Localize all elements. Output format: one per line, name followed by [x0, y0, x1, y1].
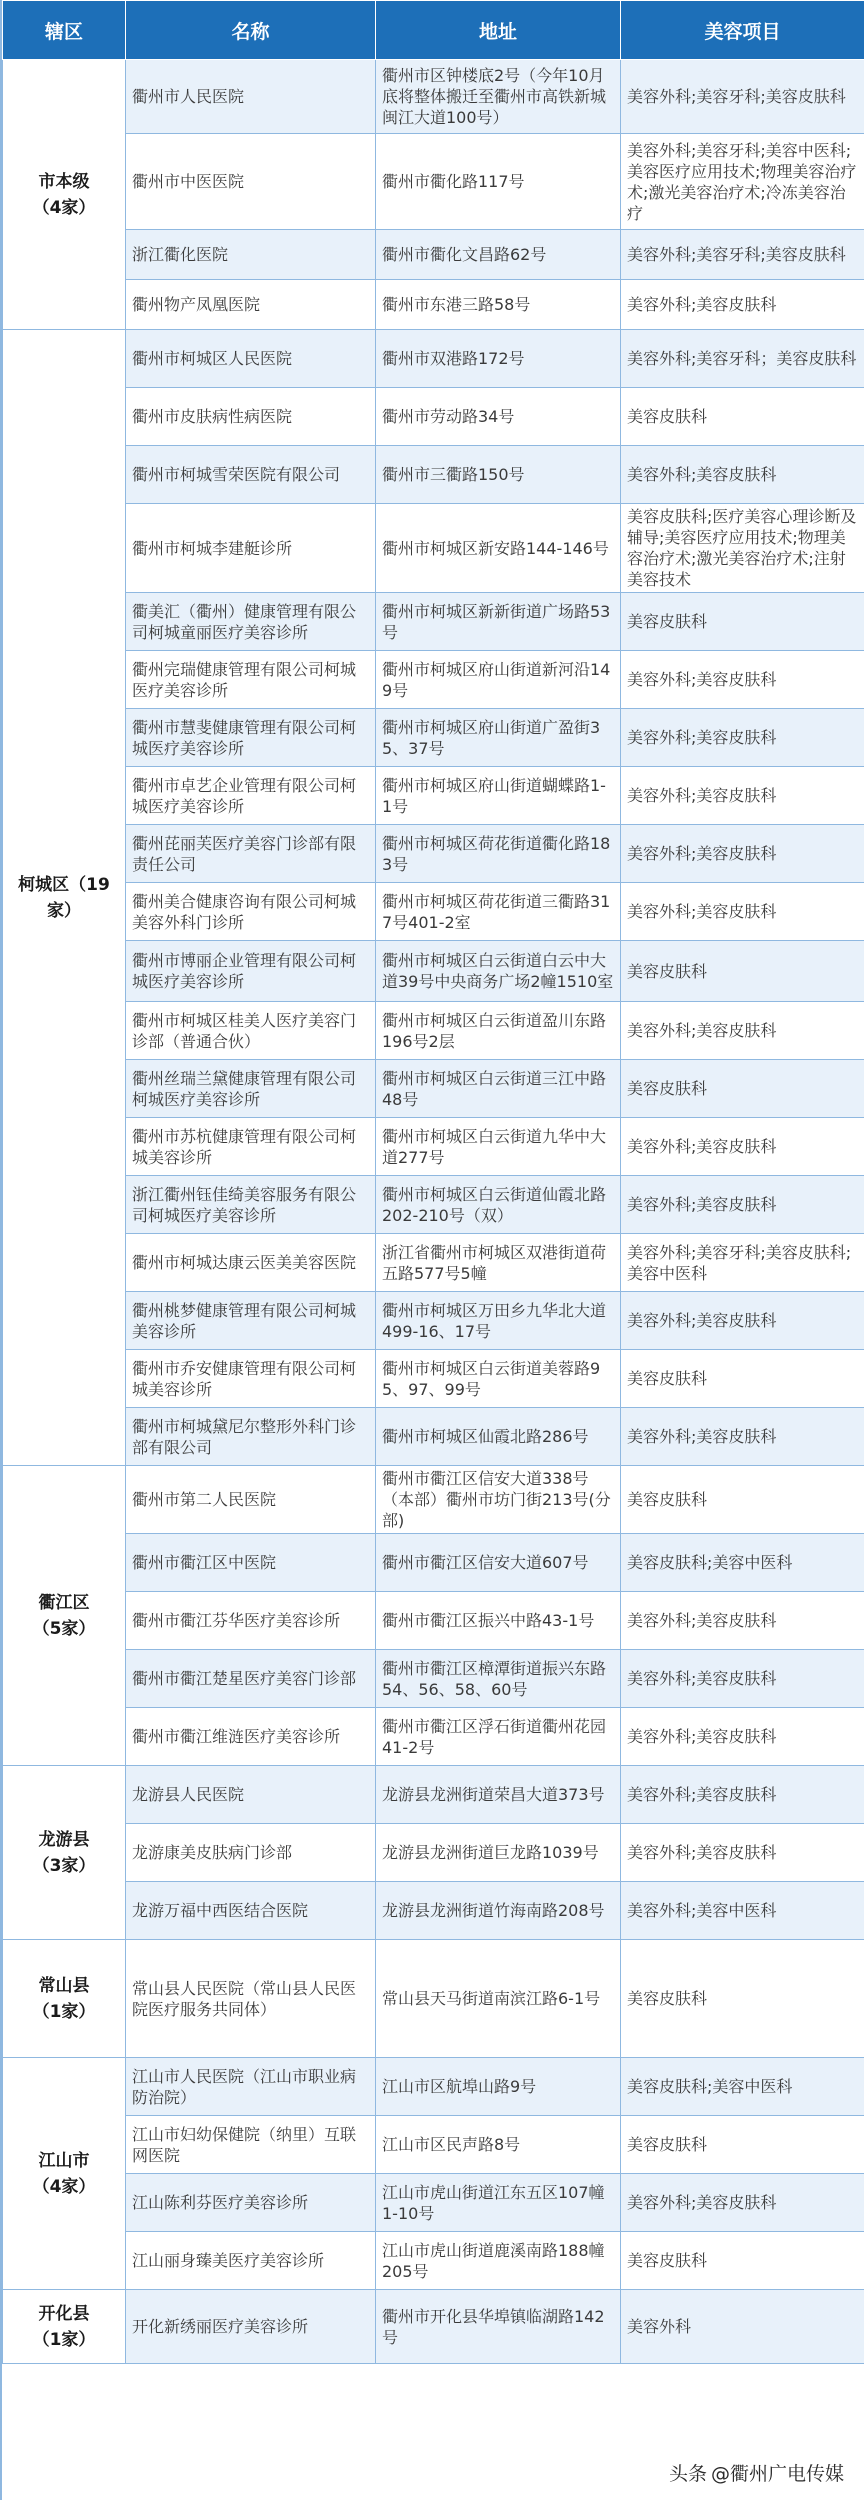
table-body	[3, 60, 864, 2364]
address-cell: 浙江省衢州市柯城区双港街道荷五路577号5幢	[376, 1234, 621, 1292]
beauty-items-cell: 美容外科;美容牙科；美容皮肤科	[621, 330, 864, 388]
table-row	[3, 1176, 864, 1234]
table-row	[3, 1592, 864, 1650]
table-row	[3, 388, 864, 446]
table-row	[3, 134, 864, 230]
institution-name-cell: 衢州市柯城区人民医院	[126, 330, 376, 388]
beauty-items-cell: 美容外科;美容皮肤科	[621, 767, 864, 825]
institution-name-cell: 衢州市皮肤病性病医院	[126, 388, 376, 446]
beauty-items-cell: 美容外科;美容皮肤科	[621, 1592, 864, 1650]
institution-name-cell: 衢州市中医医院	[126, 134, 376, 230]
table-row	[3, 504, 864, 593]
beauty-institution-table	[2, 0, 864, 2364]
beauty-items-cell: 美容外科;美容皮肤科	[621, 1650, 864, 1708]
address-cell: 衢州市柯城区白云街道美蓉路95、97、99号	[376, 1350, 621, 1408]
beauty-items-cell: 美容皮肤科;美容中医科	[621, 1534, 864, 1592]
address-cell: 江山市区民声路8号	[376, 2116, 621, 2174]
institution-name-cell: 衢州市衢江维涟医疗美容诊所	[126, 1708, 376, 1766]
address-cell: 衢州市衢江区信安大道607号	[376, 1534, 621, 1592]
table-row	[3, 1002, 864, 1060]
table-row	[3, 1882, 864, 1940]
institution-name-cell: 衢州市柯城雪荣医院有限公司	[126, 446, 376, 504]
district-name: 开化县	[38, 2303, 90, 2324]
address-cell: 衢州市柯城区新安路144-146号	[376, 504, 621, 593]
institution-name-cell: 开化新绣丽医疗美容诊所	[126, 2290, 376, 2364]
institution-name-cell: 浙江衢化医院	[126, 230, 376, 280]
institution-name-cell: 衢州市苏杭健康管理有限公司柯城美容诊所	[126, 1118, 376, 1176]
beauty-items-cell: 美容外科;美容牙科;美容皮肤科	[621, 60, 864, 134]
district-count: （4家）	[32, 197, 96, 218]
institution-name-cell: 衢州桃梦健康管理有限公司柯城美容诊所	[126, 1292, 376, 1350]
address-cell: 衢州市柯城区荷花街道衢化路183号	[376, 825, 621, 883]
address-cell: 衢州市双港路172号	[376, 330, 621, 388]
institution-name-cell: 衢州完瑞健康管理有限公司柯城医疗美容诊所	[126, 651, 376, 709]
address-cell: 衢州市区钟楼底2号（今年10月底将整体搬迁至衢州市高铁新城闽江大道100号）	[376, 60, 621, 134]
beauty-items-cell: 美容皮肤科	[621, 388, 864, 446]
table-row	[3, 1060, 864, 1118]
table-row	[3, 651, 864, 709]
table-row	[3, 1534, 864, 1592]
beauty-items-cell: 美容外科;美容皮肤科	[621, 825, 864, 883]
address-cell: 衢州市柯城区府山街道广盈街35、37号	[376, 709, 621, 767]
beauty-items-cell: 美容皮肤科	[621, 593, 864, 651]
institution-name-cell: 衢州市博丽企业管理有限公司柯城医疗美容诊所	[126, 941, 376, 1002]
beauty-items-cell: 美容外科;美容皮肤科	[621, 1176, 864, 1234]
beauty-items-cell: 美容皮肤科	[621, 2116, 864, 2174]
beauty-items-cell: 美容外科	[621, 2290, 864, 2364]
institution-name-cell: 衢州市第二人民医院	[126, 1466, 376, 1534]
beauty-items-cell: 美容皮肤科	[621, 1350, 864, 1408]
address-cell: 衢州市柯城区白云街道九华中大道277号	[376, 1118, 621, 1176]
table-row	[3, 767, 864, 825]
beauty-items-cell: 美容外科;美容皮肤科	[621, 2174, 864, 2232]
institution-name-cell: 江山丽身臻美医疗美容诊所	[126, 2232, 376, 2290]
beauty-items-cell: 美容外科;美容皮肤科	[621, 1118, 864, 1176]
district-cell	[3, 1940, 126, 2058]
institution-name-cell: 衢州市慧斐健康管理有限公司柯城医疗美容诊所	[126, 709, 376, 767]
institution-name-cell: 衢美汇（衢州）健康管理有限公司柯城童丽医疗美容诊所	[126, 593, 376, 651]
institution-name-cell: 衢州市柯城区桂美人医疗美容门诊部（普通合伙）	[126, 1002, 376, 1060]
district-cell	[3, 330, 126, 1466]
beauty-items-cell: 美容皮肤科	[621, 1060, 864, 1118]
table-row	[3, 1824, 864, 1882]
institution-name-cell: 龙游县人民医院	[126, 1766, 376, 1824]
institution-name-cell: 江山市人民医院（江山市职业病防治院）	[126, 2058, 376, 2116]
table-row	[3, 2232, 864, 2290]
address-cell: 衢州市柯城区白云街道仙霞北路202-210号（双）	[376, 1176, 621, 1234]
header-items: 美容项目	[621, 1, 864, 60]
district-name: 市本级	[38, 171, 90, 192]
institution-name-cell: 衢州市衢江芬华医疗美容诊所	[126, 1592, 376, 1650]
address-cell: 衢州市三衢路150号	[376, 446, 621, 504]
institution-name-cell: 衢州市乔安健康管理有限公司柯城美容诊所	[126, 1350, 376, 1408]
institution-name-cell: 衢州美合健康咨询有限公司柯城美容外科门诊所	[126, 883, 376, 941]
institution-name-cell: 衢州丝瑞兰黛健康管理有限公司柯城医疗美容诊所	[126, 1060, 376, 1118]
address-cell: 常山县天马街道南滨江路6-1号	[376, 1940, 621, 2058]
district-count: （1家）	[32, 2329, 96, 2350]
address-cell: 衢州市柯城区府山街道新河沿149号	[376, 651, 621, 709]
district-count: （3家）	[32, 1855, 96, 1876]
table-row	[3, 1234, 864, 1292]
watermark-prefix: 头条	[668, 2463, 707, 2485]
beauty-items-cell: 美容外科;美容皮肤科	[621, 1824, 864, 1882]
institution-name-cell: 衢州物产凤凰医院	[126, 280, 376, 330]
institution-name-cell: 衢州市柯城达康云医美美容医院	[126, 1234, 376, 1292]
institution-name-cell: 衢州芘丽芙医疗美容门诊部有限责任公司	[126, 825, 376, 883]
district-name: 常山县	[38, 1975, 90, 1996]
institution-name-cell: 龙游万福中西医结合医院	[126, 1882, 376, 1940]
district-cell	[3, 2290, 126, 2364]
institution-name-cell: 江山市妇幼保健院（纳里）互联网医院	[126, 2116, 376, 2174]
address-cell: 衢州市衢化文昌路62号	[376, 230, 621, 280]
beauty-items-cell: 美容外科;美容皮肤科	[621, 1292, 864, 1350]
table-row	[3, 1940, 864, 2058]
header-address: 地址	[376, 1, 621, 60]
institution-name-cell: 衢州市柯城李建艇诊所	[126, 504, 376, 593]
address-cell: 江山市虎山街道鹿溪南路188幢205号	[376, 2232, 621, 2290]
address-cell: 衢州市柯城区府山街道蝴蝶路1-1号	[376, 767, 621, 825]
table-row	[3, 2290, 864, 2364]
address-cell: 江山市虎山街道江东五区107幢1-10号	[376, 2174, 621, 2232]
address-cell: 龙游县龙洲街道竹海南路208号	[376, 1882, 621, 1940]
address-cell: 衢州市柯城区白云街道三江中路48号	[376, 1060, 621, 1118]
beauty-items-cell: 美容外科;美容皮肤科	[621, 446, 864, 504]
beauty-items-cell: 美容外科;美容皮肤科	[621, 883, 864, 941]
beauty-items-cell: 美容外科;美容皮肤科	[621, 1002, 864, 1060]
address-cell: 衢州市劳动路34号	[376, 388, 621, 446]
address-cell: 衢州市柯城区万田乡九华北大道499-16、17号	[376, 1292, 621, 1350]
district-count: （1家）	[32, 2001, 96, 2022]
table-row	[3, 2174, 864, 2232]
table-row	[3, 1292, 864, 1350]
table-row	[3, 330, 864, 388]
beauty-items-cell: 美容皮肤科;医疗美容心理诊断及辅导;美容医疗应用技术;物理美容治疗术;激光美容治疗术;注射美容技术	[621, 504, 864, 593]
district-count: 家）	[47, 900, 81, 921]
table-row	[3, 1118, 864, 1176]
table-row	[3, 1766, 864, 1824]
district-count: （5家）	[32, 1618, 96, 1639]
watermark	[663, 2457, 850, 2488]
district-name: 衢江区	[38, 1592, 90, 1613]
institution-name-cell: 浙江衢州钰佳绮美容服务有限公司柯城医疗美容诊所	[126, 1176, 376, 1234]
address-cell: 衢州市东港三路58号	[376, 280, 621, 330]
institution-name-cell: 衢州市柯城黛尼尔整形外科门诊部有限公司	[126, 1408, 376, 1466]
institution-name-cell: 龙游康美皮肤病门诊部	[126, 1824, 376, 1882]
address-cell: 衢州市柯城区荷花街道三衢路317号401-2室	[376, 883, 621, 941]
table-row	[3, 1708, 864, 1766]
beauty-items-cell: 美容外科;美容牙科;美容皮肤科;美容中医科	[621, 1234, 864, 1292]
address-cell: 衢州市柯城区白云街道白云中大道39号中央商务广场2幢1510室	[376, 941, 621, 1002]
district-cell	[3, 1466, 126, 1766]
institution-name-cell: 衢州市卓艺企业管理有限公司柯城医疗美容诊所	[126, 767, 376, 825]
district-cell	[3, 1766, 126, 1940]
table-row	[3, 593, 864, 651]
institution-name-cell: 衢州市衢江区中医院	[126, 1534, 376, 1592]
address-cell: 衢州市柯城区仙霞北路286号	[376, 1408, 621, 1466]
table-row	[3, 709, 864, 767]
beauty-items-cell: 美容外科;美容皮肤科	[621, 651, 864, 709]
district-name: 柯城区（19	[18, 874, 110, 895]
table-row	[3, 1408, 864, 1466]
address-cell: 衢州市衢江区浮石街道衢州花园41-2号	[376, 1708, 621, 1766]
header-name: 名称	[126, 1, 376, 60]
beauty-items-cell: 美容外科;美容皮肤科	[621, 1766, 864, 1824]
beauty-items-cell: 美容外科;美容中医科	[621, 1882, 864, 1940]
district-name: 江山市	[38, 2150, 90, 2171]
beauty-items-cell: 美容外科;美容皮肤科	[621, 1708, 864, 1766]
district-cell	[3, 60, 126, 330]
address-cell: 衢州市开化县华埠镇临湖路142号	[376, 2290, 621, 2364]
address-cell: 衢州市衢江区振兴中路43-1号	[376, 1592, 621, 1650]
beauty-items-cell: 美容皮肤科	[621, 2232, 864, 2290]
table-row	[3, 825, 864, 883]
district-name: 龙游县	[38, 1829, 90, 1850]
institution-name-cell: 常山县人民医院（常山县人民医院医疗服务共同体）	[126, 1940, 376, 2058]
address-cell: 衢州市衢化路117号	[376, 134, 621, 230]
table-row	[3, 446, 864, 504]
table-header-row	[3, 1, 864, 60]
district-count: （4家）	[32, 2176, 96, 2197]
address-cell: 衢州市衢江区樟潭街道振兴东路54、56、58、60号	[376, 1650, 621, 1708]
table-row	[3, 1650, 864, 1708]
table-row	[3, 941, 864, 1002]
address-cell: 衢州市柯城区白云街道盈川东路196号2层	[376, 1002, 621, 1060]
institution-name-cell: 衢州市衢江楚星医疗美容门诊部	[126, 1650, 376, 1708]
beauty-items-cell: 美容皮肤科	[621, 941, 864, 1002]
table-row	[3, 2116, 864, 2174]
address-cell: 江山市区航埠山路9号	[376, 2058, 621, 2116]
district-cell	[3, 2058, 126, 2290]
header-district: 辖区	[3, 1, 126, 60]
beauty-items-cell: 美容外科;美容皮肤科	[621, 1408, 864, 1466]
beauty-items-cell: 美容外科;美容牙科;美容皮肤科	[621, 230, 864, 280]
beauty-items-cell: 美容皮肤科	[621, 1940, 864, 2058]
table-row	[3, 230, 864, 280]
beauty-items-cell: 美容外科;美容皮肤科	[621, 709, 864, 767]
table-row	[3, 2058, 864, 2116]
address-cell: 衢州市柯城区新新街道广场路53号	[376, 593, 621, 651]
beauty-items-cell: 美容皮肤科;美容中医科	[621, 2058, 864, 2116]
table-row	[3, 1466, 864, 1534]
beauty-items-cell: 美容皮肤科	[621, 1466, 864, 1534]
address-cell: 龙游县龙洲街道巨龙路1039号	[376, 1824, 621, 1882]
table-row	[3, 280, 864, 330]
beauty-items-cell: 美容外科;美容牙科;美容中医科;美容医疗应用技术;物理美容治疗术;激光美容治疗术;冷冻美容治疗	[621, 134, 864, 230]
institution-name-cell: 江山陈利芬医疗美容诊所	[126, 2174, 376, 2232]
table-row	[3, 883, 864, 941]
watermark-brand: @衢州广电传媒	[710, 2463, 844, 2485]
address-cell: 龙游县龙洲街道荣昌大道373号	[376, 1766, 621, 1824]
beauty-items-cell: 美容外科;美容皮肤科	[621, 280, 864, 330]
table-row	[3, 60, 864, 134]
address-cell: 衢州市衢江区信安大道338号（本部）衢州市坊门街213号(分部)	[376, 1466, 621, 1534]
table-row	[3, 1350, 864, 1408]
institution-name-cell: 衢州市人民医院	[126, 60, 376, 134]
